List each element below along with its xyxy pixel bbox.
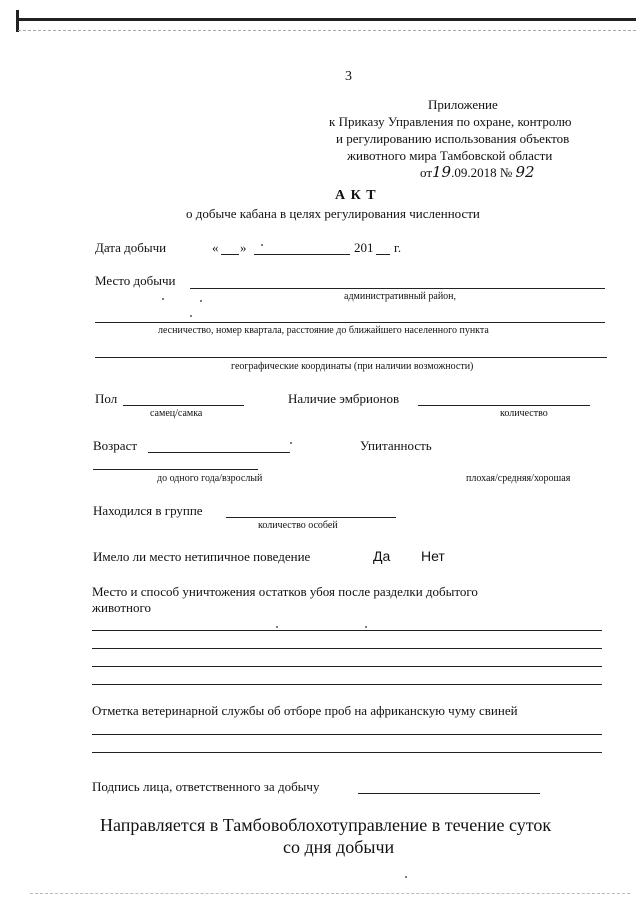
behavior-no[interactable]: Нет (421, 548, 445, 564)
scan-speck (190, 315, 192, 317)
scan-border-left (16, 10, 19, 32)
district-hint: административный район, (344, 291, 457, 302)
scan-speck (405, 876, 407, 878)
coords-field[interactable] (95, 357, 607, 358)
group-hint: количество особей (258, 520, 338, 531)
embryo-hint: количество (500, 408, 548, 419)
appendix-line-2: и регулированию использования объектов (336, 131, 570, 146)
sex-label: Пол (95, 391, 118, 406)
act-subtitle: о добыче кабана в целях регулирования численности (186, 206, 480, 221)
group-label: Находился в группе (93, 503, 203, 518)
scan-edge-bottom (30, 893, 630, 894)
scan-speck (276, 626, 278, 628)
signature-label: Подпись лица, ответственного за добычу (92, 779, 320, 794)
appendix-date (420, 163, 535, 181)
vet-field-1[interactable] (92, 734, 602, 735)
age-field-2[interactable] (93, 469, 258, 470)
scan-speck (290, 442, 292, 444)
scan-speck (162, 298, 164, 300)
appendix-number-handwritten: 92 (515, 163, 535, 181)
date-label: Дата добычи (95, 240, 167, 255)
fatness-hint: плохая/средняя/хорошая (466, 473, 571, 484)
page-number: 3 (345, 69, 352, 84)
appendix-line-3: животного мира Тамбовской области (347, 148, 553, 163)
disposal-label-line-1: Место и способ уничтожения остатков убоя после разделки добытого (92, 584, 478, 599)
footer-line-2: со дня добычи (283, 837, 395, 857)
behavior-label: Имело ли место нетипичное поведение (93, 549, 311, 564)
year-suffix: г. (394, 240, 402, 255)
date-quote-open: « (212, 240, 219, 255)
year-prefix: 201 (354, 240, 374, 255)
age-field[interactable] (148, 452, 290, 453)
disposal-field-2[interactable] (92, 648, 602, 649)
scan-speck (365, 626, 367, 628)
behavior-yes[interactable]: Да (373, 548, 391, 564)
age-label: Возраст (93, 438, 138, 453)
vet-label: Отметка ветеринарной службы об отборе проб на африканскую чуму свиней (92, 703, 518, 718)
sex-field[interactable] (123, 405, 244, 406)
appendix-line-1: к Приказу Управления по охране, контролю (329, 114, 572, 129)
scan-speck (261, 244, 263, 246)
appendix-date-handwritten: 19 (432, 163, 452, 181)
forestry-hint: лесничество, номер квартала, расстояние до ближайшего населенного пункта (158, 325, 489, 336)
appendix-date-rest: .09.2018 № (451, 165, 513, 180)
fatness-label: Упитанность (360, 438, 432, 453)
signature-field[interactable] (358, 793, 540, 794)
scan-border-top (18, 18, 636, 21)
month-field[interactable] (254, 254, 350, 255)
group-field[interactable] (226, 517, 396, 518)
appendix-date-prefix: от (420, 165, 433, 180)
day-field[interactable] (221, 254, 239, 255)
act-title: А К Т (335, 188, 377, 203)
forestry-field[interactable] (95, 322, 605, 323)
year-field[interactable] (376, 254, 390, 255)
scan-edge-top (18, 30, 636, 31)
disposal-field-3[interactable] (92, 666, 602, 667)
embryo-label: Наличие эмбрионов (288, 391, 400, 406)
appendix-title: Приложение (428, 97, 498, 112)
vet-field-2[interactable] (92, 752, 602, 753)
date-quote-close: » (240, 240, 247, 255)
place-field[interactable] (190, 288, 605, 289)
place-label: Место добычи (95, 273, 176, 288)
age-hint: до одного года/взрослый (157, 473, 263, 484)
disposal-label-line-2: животного (92, 600, 151, 615)
disposal-field-1[interactable] (92, 630, 602, 631)
footer-line-1: Направляется в Тамбовоблохотуправление в течение суток (100, 815, 552, 835)
sex-hint: самец/самка (150, 408, 203, 419)
embryo-field[interactable] (418, 405, 590, 406)
disposal-field-4[interactable] (92, 684, 602, 685)
scan-speck (200, 300, 202, 302)
coords-hint: географические координаты (при наличии возможности) (231, 361, 474, 372)
